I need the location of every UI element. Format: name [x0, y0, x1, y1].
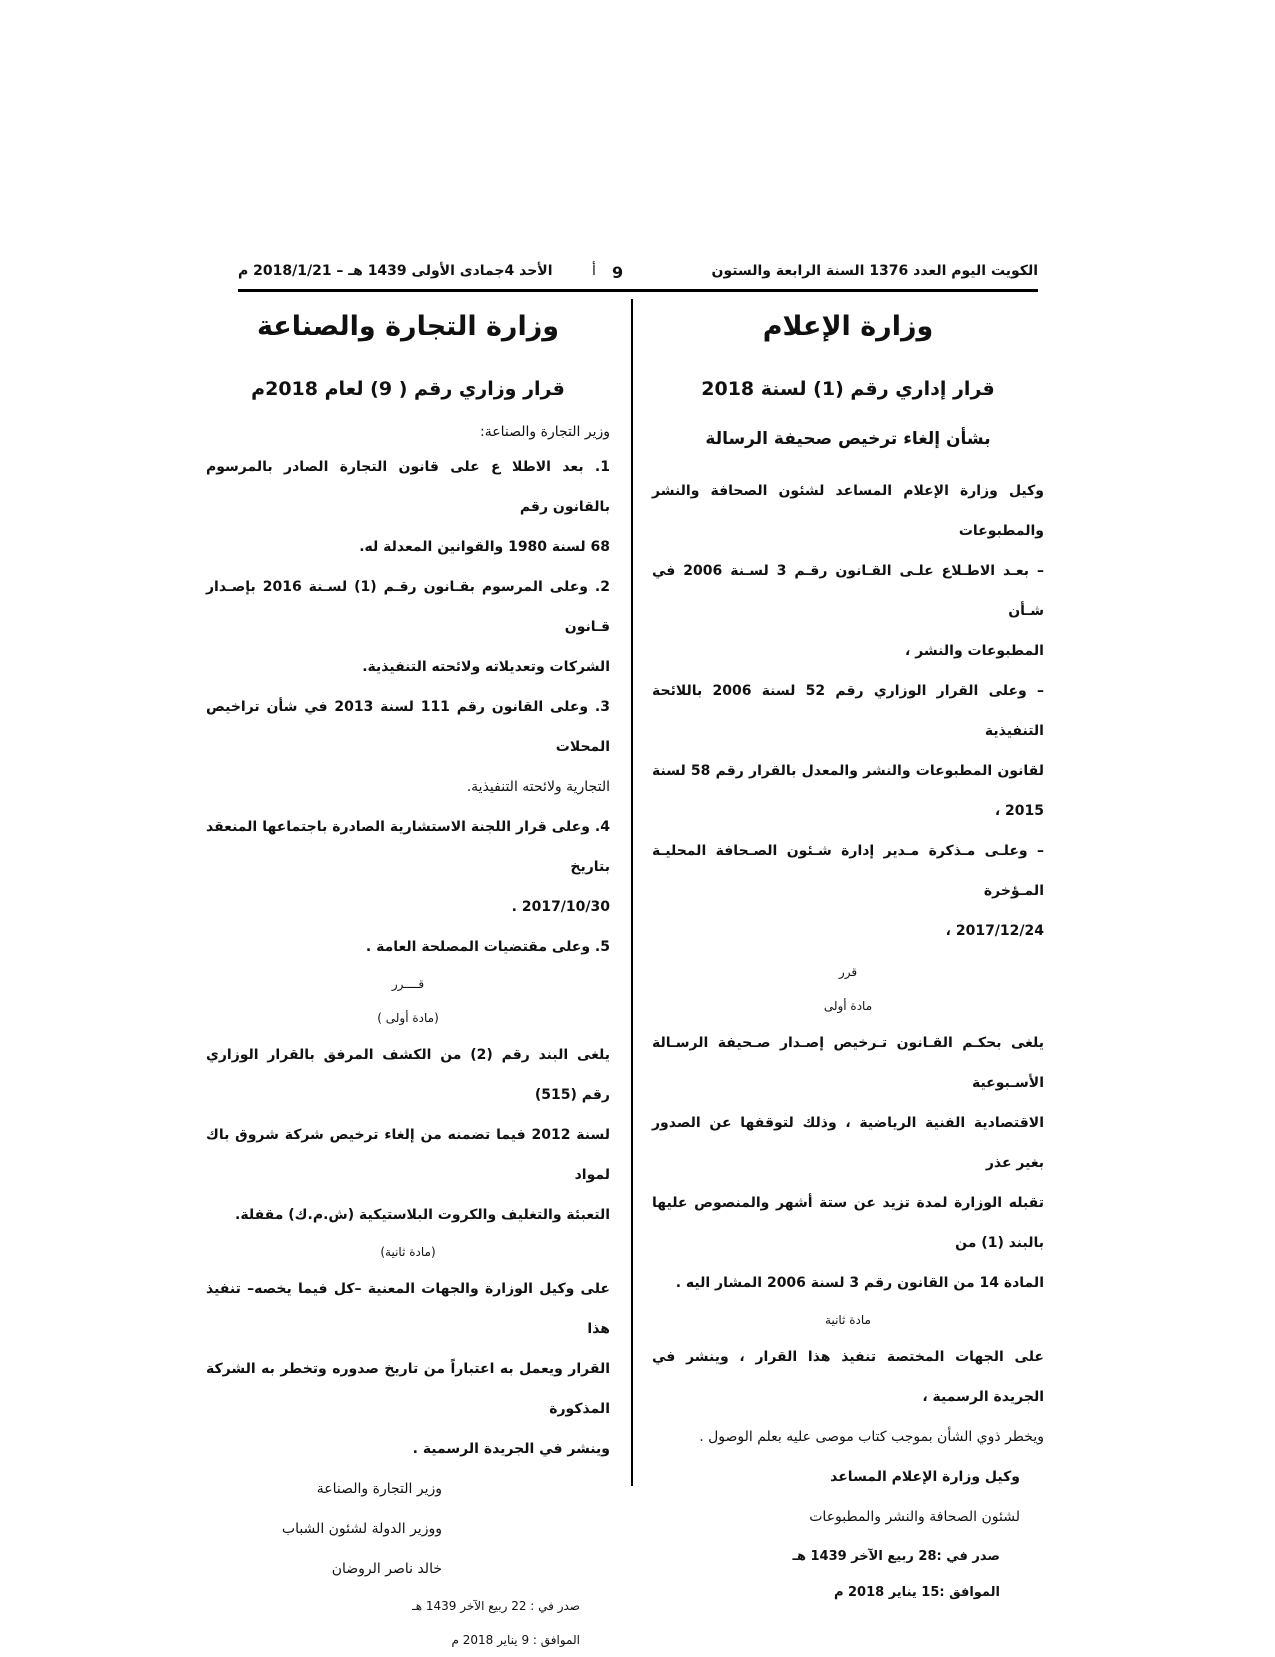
article-line: ويخطر ذوي الشأن بموجب كتاب موصى عليه بعلم الوصول . [699, 1429, 1044, 1445]
preamble-line: – بعـد الاطـلاع علـى القـانون رقـم 3 لسـنة 2006 في شـأن [652, 563, 1044, 619]
article-line: لسنة 2012 فيما تضمنه من إلغاء ترخيص شركة شروق باك لمواد [206, 1127, 610, 1183]
article-line: على وكيل الوزارة والجهات المعنية –كل فيما يخصه– تنفيذ هذا [206, 1281, 610, 1337]
preamble-line: التجارية ولائحته التنفيذية. [466, 779, 610, 795]
preamble-line: لقانون المطبوعات والنشر والمعدل بالقرار رقم 58 لسنة 2015 ، [652, 763, 1044, 819]
page-header [238, 258, 1038, 288]
article-line: تقبله الوزارة لمدة تزيد عن ستة أشهر والمنصوص عليها بالبند (1) من [652, 1195, 1044, 1251]
preamble-line: 2. وعلى المرسوم بقـانون رقـم (1) لسـنة 2016 بإصـدار قـانون [206, 579, 610, 635]
ministry-title: وزارة التجارة والصناعة [256, 311, 560, 342]
article-line: يلغى بحكـم القـانون تـرخيص إصـدار صـحيفة الرسـالة الأسـبوعية [652, 1035, 1044, 1091]
column-divider [631, 299, 633, 1486]
article-line: الاقتصادية الفنية الرياضية ، وذلك لتوقفها عن الصدور بغير عذر [652, 1115, 1044, 1171]
preamble-line: الشركات وتعديلاته ولائحته التنفيذية. [362, 659, 610, 675]
preamble-line: 5. وعلى مقتضيات المصلحة العامة . [365, 939, 610, 955]
decision-subject: بشأن إلغاء ترخيص صحيفة الرسالة [705, 429, 991, 449]
signature-title: وزير التجارة والصناعة [316, 1481, 442, 1497]
page-number: 9 [612, 263, 624, 282]
header-rule [238, 289, 1038, 292]
preamble-line: 4. وعلى قرار اللجنة الاستشارية الصادرة باجتماعها المنعقد بتاريخ [206, 819, 610, 875]
issued-date: صدر في : 22 ربيع الآخر 1439 هـ [412, 1599, 580, 1613]
article-heading: (مادة أولى ) [377, 1011, 439, 1025]
preamble-line: – وعلـى مـذكرة مـدير إدارة شـئون الصـحافة المحليـة المـؤخرة [652, 843, 1044, 899]
decided-heading: قــــرر [391, 977, 425, 991]
commerce-ministry-column [206, 299, 610, 1657]
article-heading: (مادة ثانية) [380, 1245, 436, 1259]
preamble-line: 2017/10/30 . [511, 899, 610, 915]
article-line: المادة 14 من القانون رقم 3 لسنة 2006 المشار اليه . [675, 1275, 1044, 1291]
issuer-line: وزير التجارة والصناعة: [480, 424, 610, 440]
signature-title: ووزير الدولة لشئون الشباب [281, 1521, 442, 1537]
article-line: وينشر في الجريدة الرسمية . [412, 1441, 610, 1457]
preamble-line: 68 لسنة 1980 والقوانين المعدلة له. [359, 539, 610, 555]
preamble-line: – وعلى القرار الوزاري رقم 52 لسنة 2006 باللائحة التنفيذية [652, 683, 1044, 739]
decision-title: قرار إداري رقم (1) لسنة 2018 [701, 378, 995, 400]
article-line: على الجهات المختصة تنفيذ هذا القرار ، وينشر في الجريدة الرسمية ، [652, 1349, 1044, 1405]
preamble-line: المطبوعات والنشر ، [905, 643, 1044, 659]
preamble-line: 2017/12/24 ، [945, 923, 1044, 939]
article-heading: مادة ثانية [825, 1313, 871, 1327]
article-line: يلغى البند رقم (2) من الكشف المرفق بالقرار الوزاري رقم (515) [206, 1047, 610, 1103]
article-line: القرار ويعمل به اعتباراً من تاريخ صدوره وتخطر به الشركة المذكورة [206, 1361, 610, 1417]
signature-title: لشئون الصحافة والنشر والمطبوعات [809, 1509, 1020, 1525]
decided-heading: قرر [838, 965, 858, 979]
issue-date: الأحد 4جمادى الأولى 1439 هـ – 2018/1/21 م [238, 263, 553, 279]
preamble-line: 1. بعد الاطلا ع على قانون التجارة الصادر بالمرسوم بالقانون رقم [206, 459, 610, 515]
article-line: التعبئة والتغليف والكروت البلاستيكية (ش.م.ك) مقفلة. [235, 1207, 610, 1223]
issuer-line: وكيل وزارة الإعلام المساعد لشئون الصحافة والنشر والمطبوعات [652, 483, 1044, 539]
corresponding-date: الموافق : 9 يناير 2018 م [451, 1633, 580, 1647]
article-heading: مادة أولى [823, 999, 873, 1013]
signature-name: خالد ناصر الروضان [331, 1561, 442, 1577]
gazette-issue: الكويت اليوم العدد 1376 السنة الرابعة والستون [711, 263, 1038, 279]
section-letter: أ [592, 263, 596, 279]
corresponding-date: الموافق :15 يناير 2018 م [833, 1585, 1000, 1600]
information-ministry-column [652, 299, 1044, 1609]
preamble-line: 3. وعلى القانون رقم 111 لسنة 2013 في شأن تراخيص المحلات [206, 699, 610, 755]
signature-title: وكيل وزارة الإعلام المساعد [830, 1469, 1020, 1485]
ministry-title: وزارة الإعلام [762, 311, 934, 342]
issued-date: صدر في :28 ربيع الآخر 1439 هـ [792, 1549, 1000, 1564]
decision-title: قرار وزاري رقم ( 9) لعام 2018م [251, 378, 565, 400]
